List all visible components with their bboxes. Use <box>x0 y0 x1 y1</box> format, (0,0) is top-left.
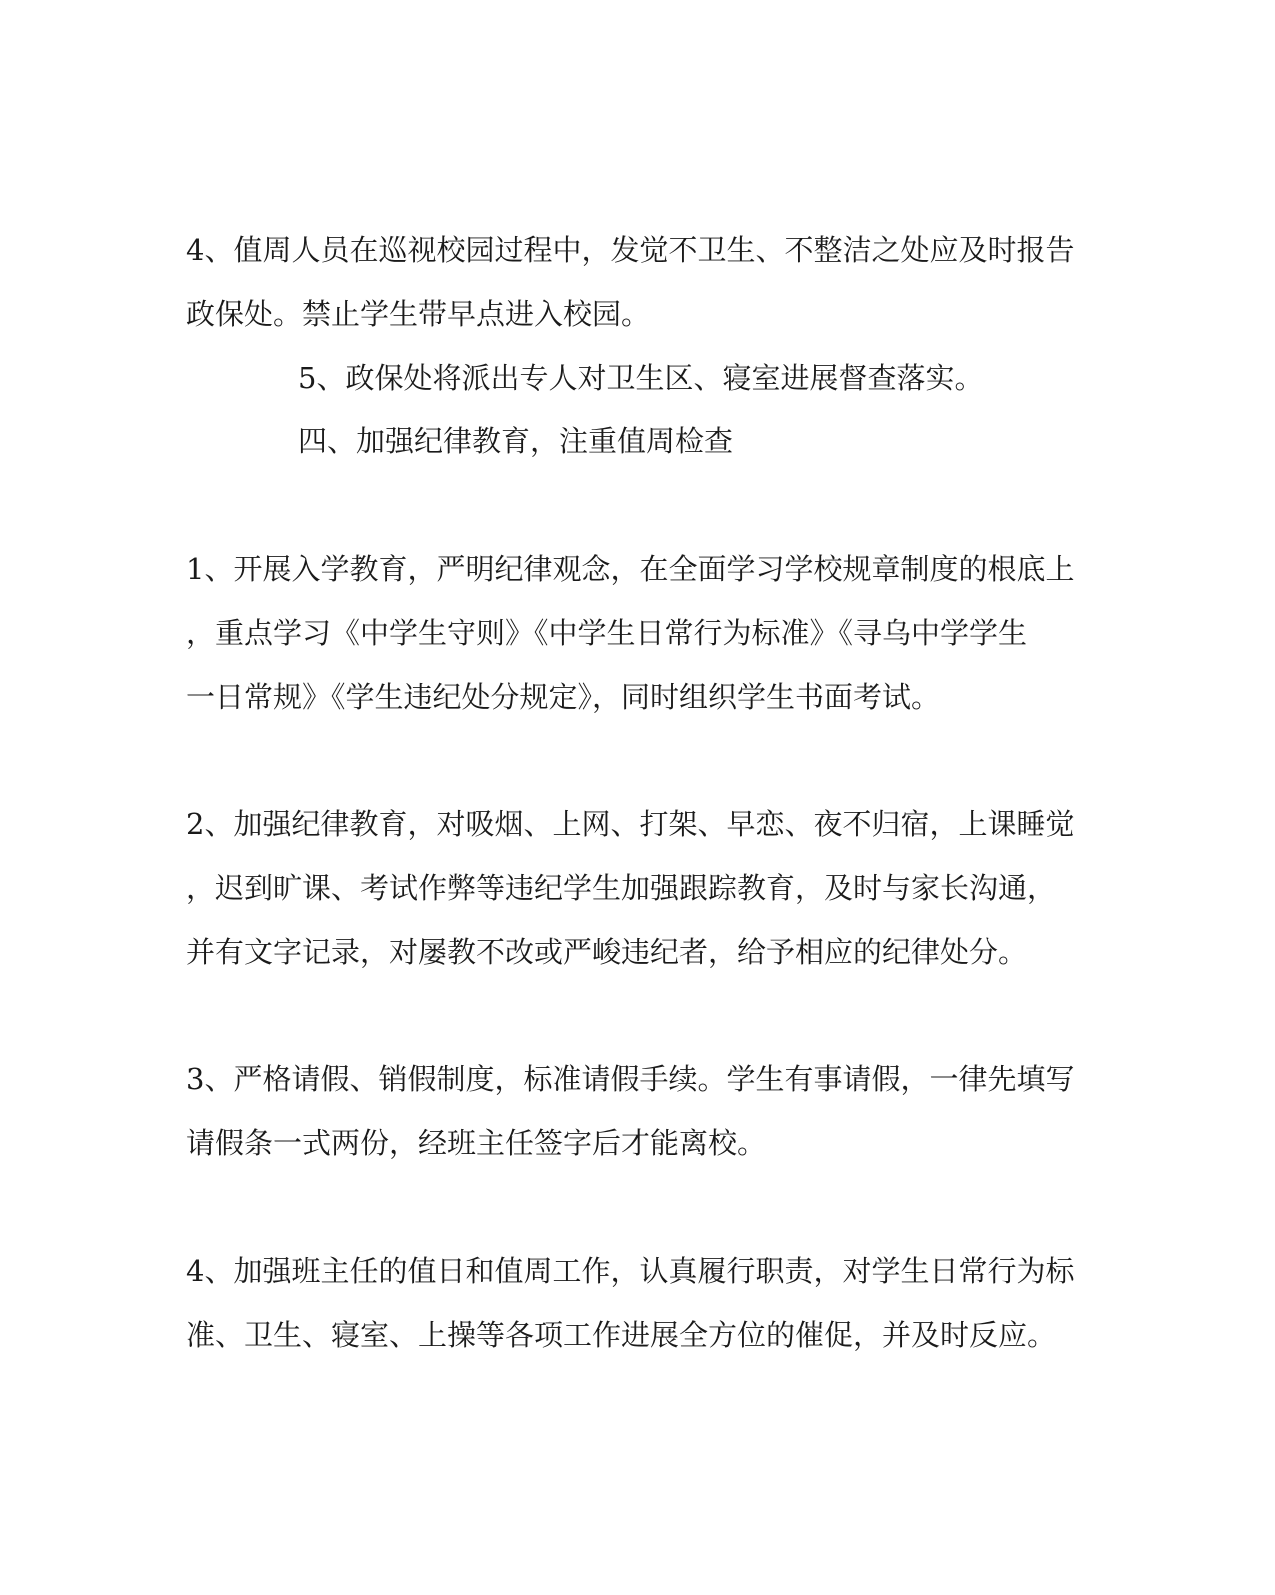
text-line-14: 准、卫生、寝室、上操等各项工作进展全方位的催促，并及时反应。 <box>186 1318 1057 1352</box>
text-line-10: 并有文字记录，对屡教不改或严峻违纪者，给予相应的纪律处分。 <box>186 935 1028 969</box>
text-line-12: 请假条一式两份，经班主任签字后才能离校。 <box>186 1126 767 1160</box>
text-line-9: ，迟到旷课、考试作弊等违纪学生加强跟踪教育，及时与家长沟通， <box>186 871 1057 905</box>
text-line-5: 1、开展入学教育，严明纪律观念，在全面学习学校规章制度的根底上 <box>186 552 1075 586</box>
text-line-8: 2、加强纪律教育，对吸烟、上网、打架、早恋、夜不归宿，上课睡觉 <box>186 807 1075 841</box>
text-line-11: 3、严格请假、销假制度，标准请假手续。学生有事请假，一律先填写 <box>186 1062 1075 1096</box>
text-line-2: 政保处。禁止学生带早点进入校园。 <box>186 297 651 331</box>
section-heading: 四、加强纪律教育，注重值周检查 <box>298 424 734 458</box>
text-line-13: 4、加强班主任的值日和值周工作，认真履行职责，对学生日常行为标 <box>186 1254 1075 1288</box>
text-line-7: 一日常规》《学生违纪处分规定》，同时组织学生书面考试。 <box>186 680 941 714</box>
text-line-3: 5、政保处将派出专人对卫生区、寝室进展督查落实。 <box>298 361 984 395</box>
text-line-1: 4、值周人员在巡视校园过程中，发觉不卫生、不整洁之处应及时报告 <box>186 233 1075 267</box>
text-line-6: ，重点学习《中学生守则》《中学生日常行为标准》《寻乌中学学生 <box>186 616 1028 650</box>
